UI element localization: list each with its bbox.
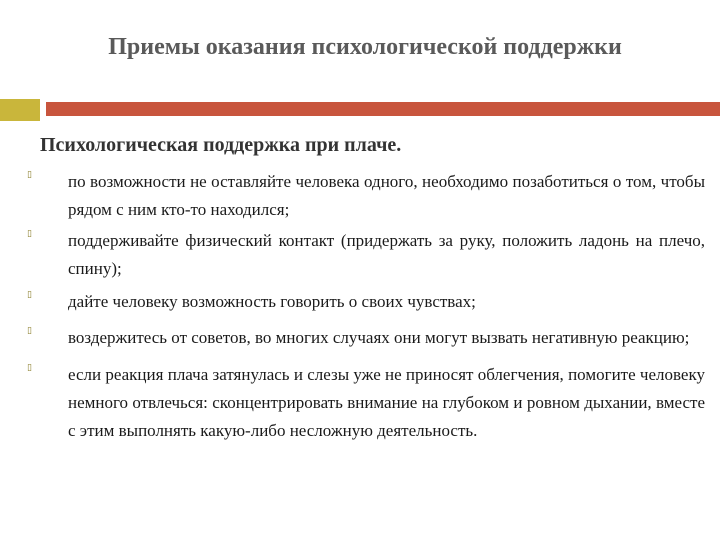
bullet-text: по возможности не оставляйте человека одного, необходимо позаботиться о том, чтобы рядом с ним кто-то находился; — [68, 172, 705, 219]
bullet-item — [25, 288, 705, 316]
accent-square — [0, 99, 40, 121]
accent-bar — [46, 102, 720, 116]
accent-divider — [40, 112, 42, 122]
bullet-item — [25, 227, 705, 283]
bullet-text: если реакция плача затянулась и слезы уже не приносят облегчения, помогите человеку немного отвлечься: сконцентрировать внимание на глубоком и ровном дыхании, вместе с этим выполнять какую-либо несложную деятельность. — [68, 365, 705, 440]
bullet-item — [25, 324, 705, 352]
bullet-item — [25, 361, 705, 445]
bullet-marker-icon: ▯ — [27, 290, 32, 300]
bullet-marker-icon: ▯ — [27, 363, 32, 373]
bullet-text: воздержитесь от советов, во многих случаях они могут вызвать негативную реакцию; — [68, 328, 690, 347]
bullet-text: дайте человеку возможность говорить о своих чувствах; — [68, 292, 476, 311]
bullet-marker-icon: ▯ — [27, 326, 32, 336]
slide-subtitle: Психологическая поддержка при плаче. — [40, 134, 402, 156]
bullet-marker-icon: ▯ — [27, 170, 32, 180]
bullet-item — [25, 168, 705, 224]
bullet-list — [25, 168, 705, 445]
bullet-marker-icon: ▯ — [27, 229, 32, 239]
bullet-text: поддерживайте физический контакт (придержать за руку, положить ладонь на плечо, спину); — [68, 231, 705, 278]
slide-title: Приемы оказания психологической поддержки — [108, 34, 622, 60]
